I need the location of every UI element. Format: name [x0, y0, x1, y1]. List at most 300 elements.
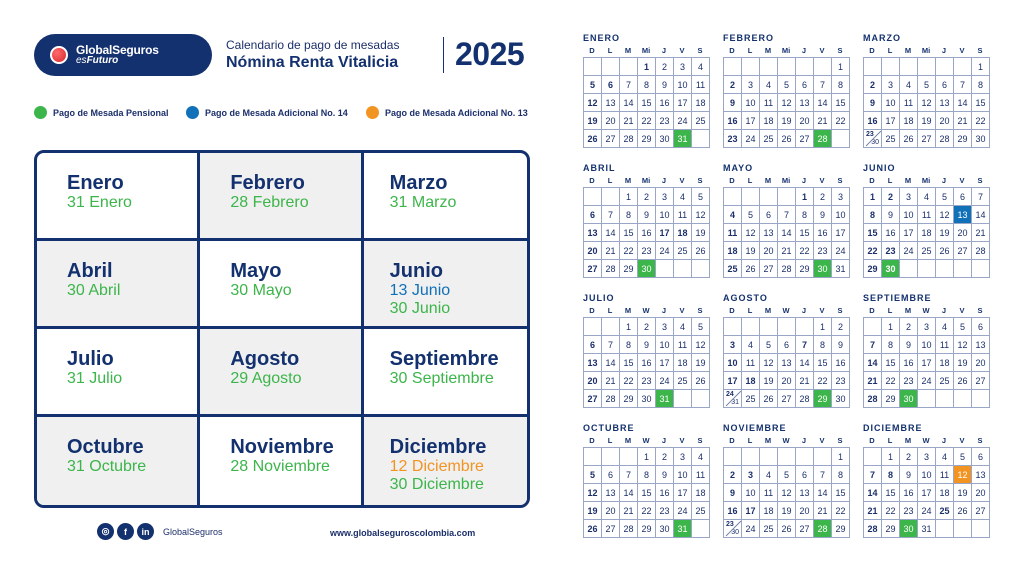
weekday-label: J [941, 46, 947, 55]
day-grid [863, 187, 990, 278]
calendar-day: 22 [832, 112, 850, 130]
month-cell-marzo [364, 153, 527, 241]
calendar-day: 30 [900, 390, 918, 408]
calendar-day: 7 [954, 76, 972, 94]
weekday-label: V [959, 46, 965, 55]
calendar-day: 4 [760, 466, 778, 484]
page-title: Nómina Renta Vitalicia [226, 54, 399, 71]
empty-day [796, 318, 814, 336]
legend-dot-icon [34, 106, 47, 119]
payment-date: 30 Mayo [230, 282, 292, 299]
calendar-day: 7 [814, 466, 832, 484]
calendar-day: 1 [620, 188, 638, 206]
calendar-day: 16 [724, 112, 742, 130]
legend-item-adicional-13 [366, 106, 528, 119]
weekday-label: M [624, 306, 632, 315]
mini-calendar-title: FEBRERO [723, 33, 775, 43]
weekday-label: M [764, 436, 772, 445]
weekday-label: J [941, 436, 947, 445]
calendar-day: 4 [760, 76, 778, 94]
calendar-day: 25 [760, 520, 778, 538]
calendar-day: 28 [620, 520, 638, 538]
social-handle: GlobalSeguros [163, 526, 223, 537]
calendar-day: 26 [692, 372, 710, 390]
calendar-day: 5 [692, 188, 710, 206]
calendar-day: 21 [814, 502, 832, 520]
weekday-label: J [941, 306, 947, 315]
weekday-label: M [764, 306, 772, 315]
calendar-day: 15 [882, 484, 900, 502]
mini-calendar-title: MAYO [723, 163, 754, 173]
calendar-day: 3 [882, 76, 900, 94]
calendar-day: 9 [656, 76, 674, 94]
calendar-day: 26 [742, 260, 760, 278]
empty-day [760, 318, 778, 336]
calendar-day: 30 [832, 390, 850, 408]
calendar-day: 1 [832, 58, 850, 76]
calendar-day: 20 [760, 242, 778, 260]
empty-day [760, 58, 778, 76]
empty-day [778, 58, 796, 76]
calendar-day: 9 [900, 336, 918, 354]
calendar-day: 26 [584, 130, 602, 148]
calendar-day: 2 [724, 76, 742, 94]
weekday-label: L [607, 176, 613, 185]
weekday-label: S [837, 46, 843, 55]
calendar-day: 18 [918, 224, 936, 242]
calendar-day: 5 [692, 318, 710, 336]
empty-day [954, 390, 972, 408]
calendar-day: 8 [638, 466, 656, 484]
empty-day [760, 188, 778, 206]
calendar-day: 15 [832, 94, 850, 112]
calendar-day: 24 [656, 242, 674, 260]
empty-day [602, 448, 620, 466]
legend-dot-icon [186, 106, 199, 119]
calendar-day: 14 [972, 206, 990, 224]
globe-icon [50, 46, 68, 64]
month-cell-junio [364, 241, 527, 329]
weekday-label: M [764, 176, 772, 185]
calendar-day: 7 [814, 76, 832, 94]
empty-day [692, 390, 710, 408]
calendar-day: 27 [602, 520, 620, 538]
calendar-day: 14 [864, 354, 882, 372]
logo-line2a: es [76, 55, 87, 66]
calendar-day: 8 [620, 336, 638, 354]
calendar-day: 3 [742, 466, 760, 484]
calendar-day: 27 [972, 372, 990, 390]
mini-calendar-enero [583, 32, 713, 148]
calendar-day: 27 [760, 260, 778, 278]
calendar-day: 16 [900, 484, 918, 502]
month-name: Marzo [389, 172, 448, 194]
calendar-day: 19 [584, 112, 602, 130]
empty-day [724, 448, 742, 466]
calendar-day: 13 [796, 484, 814, 502]
weekday-label: L [887, 306, 893, 315]
calendar-day: 25 [936, 372, 954, 390]
calendar-day: 22 [832, 502, 850, 520]
calendar-day: 22 [638, 112, 656, 130]
weekday-label: D [729, 436, 735, 445]
calendar-day: 20 [584, 242, 602, 260]
empty-day [724, 58, 742, 76]
empty-day [832, 130, 850, 148]
calendar-day: 28 [864, 520, 882, 538]
calendar-day: 8 [620, 206, 638, 224]
calendar-day: 10 [674, 76, 692, 94]
empty-day [814, 448, 832, 466]
calendar-day: 24 [742, 130, 760, 148]
calendar-day: 5 [760, 336, 778, 354]
calendar-day: 1 [638, 58, 656, 76]
calendar-day: 8 [814, 336, 832, 354]
calendar-day: 27 [972, 502, 990, 520]
calendar-day: 18 [936, 484, 954, 502]
calendar-day: 30 [638, 390, 656, 408]
calendar-day: 8 [864, 206, 882, 224]
calendar-day: 12 [778, 94, 796, 112]
mini-calendar-title: SEPTIEMBRE [863, 293, 932, 303]
calendar-day: 6 [760, 206, 778, 224]
weekday-label: V [819, 46, 825, 55]
calendar-day: 12 [584, 484, 602, 502]
weekday-label: W [782, 306, 790, 315]
calendar-day: 23 [638, 242, 656, 260]
calendar-day: 1 [796, 188, 814, 206]
calendar-day: 12 [742, 224, 760, 242]
payment-date: 30 Diciembre [389, 476, 484, 494]
calendar-day: 6 [584, 206, 602, 224]
calendar-day: 31 [656, 390, 674, 408]
calendar-day: 22 [864, 242, 882, 260]
legend-item-adicional-14 [186, 106, 348, 119]
mini-calendar-title: JUNIO [863, 163, 896, 173]
calendar-day: 2 [656, 58, 674, 76]
calendar-day: 3 [918, 448, 936, 466]
empty-day [900, 58, 918, 76]
mini-calendar-junio [863, 162, 993, 278]
weekday-label: M [624, 176, 632, 185]
calendar-day: 20 [972, 354, 990, 372]
mini-calendar-title: JULIO [583, 293, 615, 303]
empty-day [674, 390, 692, 408]
calendar-day: 7 [796, 336, 814, 354]
calendar-day: 21 [602, 242, 620, 260]
empty-day [954, 520, 972, 538]
calendar-day: 9 [864, 94, 882, 112]
calendar-day: 21 [620, 502, 638, 520]
calendar-day: 10 [742, 484, 760, 502]
weekday-label: W [642, 306, 650, 315]
calendar-day: 21 [602, 372, 620, 390]
empty-day [584, 448, 602, 466]
mini-calendar-agosto [723, 292, 853, 408]
calendar-day: 30 [814, 260, 832, 278]
legend-dot-icon [366, 106, 379, 119]
social-links [97, 523, 223, 540]
weekday-label: D [869, 176, 875, 185]
day-grid [723, 447, 850, 538]
calendar-day: 10 [742, 94, 760, 112]
month-name: Mayo [230, 260, 282, 282]
day-grid [723, 57, 850, 148]
calendar-day: 29 [620, 390, 638, 408]
calendar-day: 19 [584, 502, 602, 520]
calendar-day: 19 [692, 354, 710, 372]
month-name: Febrero [230, 172, 305, 194]
empty-day [814, 58, 832, 76]
calendar-day: 12 [936, 206, 954, 224]
weekday-label: V [819, 436, 825, 445]
weekday-label: W [922, 306, 930, 315]
calendar-day: 5 [954, 318, 972, 336]
empty-day [760, 448, 778, 466]
empty-day [864, 448, 882, 466]
calendar-day: 2 [724, 466, 742, 484]
calendar-day: 22 [814, 372, 832, 390]
calendar-day: 21 [778, 242, 796, 260]
calendar-day: 16 [638, 224, 656, 242]
weekday-header [723, 435, 853, 447]
calendar-day: 18 [900, 112, 918, 130]
calendar-day: 26 [584, 520, 602, 538]
empty-day [584, 318, 602, 336]
calendar-day: 20 [954, 224, 972, 242]
weekday-label: L [607, 436, 613, 445]
calendar-day: 28 [602, 260, 620, 278]
calendar-day: 4 [724, 206, 742, 224]
calendar-day: 15 [882, 354, 900, 372]
calendar-day: 27 [584, 260, 602, 278]
empty-day [864, 318, 882, 336]
empty-day [724, 188, 742, 206]
calendar-day: 14 [602, 224, 620, 242]
payment-date: 31 Octubre [67, 458, 147, 475]
calendar-day: 3 [900, 188, 918, 206]
calendar-day: 9 [724, 94, 742, 112]
calendar-day: 1 [832, 448, 850, 466]
weekday-label: S [697, 46, 703, 55]
calendar-day: 15 [972, 94, 990, 112]
calendar-day: 25 [882, 130, 900, 148]
payment-date: 31 Julio [67, 370, 123, 387]
payment-date: 29 Agosto [230, 370, 302, 387]
linkedin-icon[interactable]: in [137, 523, 154, 540]
calendar-day: 14 [954, 94, 972, 112]
instagram-icon[interactable]: ◎ [97, 523, 114, 540]
weekday-label: V [679, 306, 685, 315]
empty-day [656, 260, 674, 278]
empty-day [972, 390, 990, 408]
calendar-day: 9 [882, 206, 900, 224]
weekday-label: D [869, 306, 875, 315]
mini-calendar-noviembre [723, 422, 853, 538]
calendar-day: 16 [864, 112, 882, 130]
mini-calendar-title: NOVIEMBRE [723, 423, 787, 433]
weekday-label: M [624, 436, 632, 445]
calendar-day: 22 [620, 372, 638, 390]
mini-calendar-febrero [723, 32, 853, 148]
calendar-day: 17 [674, 94, 692, 112]
month-cell-agosto [200, 329, 363, 417]
weekday-label: L [747, 306, 753, 315]
weekday-label: J [801, 176, 807, 185]
weekday-label: S [697, 306, 703, 315]
calendar-day: 28 [814, 130, 832, 148]
calendar-day: 26 [692, 242, 710, 260]
calendar-day: 23 [638, 372, 656, 390]
legend-label: Pago de Mesada Pensional [53, 107, 169, 118]
calendar-day: 9 [900, 466, 918, 484]
website-link[interactable]: www.globalseguroscolombia.com [330, 528, 476, 538]
month-name: Julio [67, 348, 114, 370]
calendar-day: 29 [882, 520, 900, 538]
payment-date: 28 Febrero [230, 194, 309, 211]
calendar-day: 19 [742, 242, 760, 260]
split-day: 24 31 [724, 390, 742, 408]
calendar-day: 17 [900, 224, 918, 242]
calendar-day: 8 [832, 466, 850, 484]
empty-day [602, 58, 620, 76]
calendar-day: 21 [972, 224, 990, 242]
calendar-day: 5 [584, 466, 602, 484]
calendar-day: 21 [864, 502, 882, 520]
weekday-label: S [977, 176, 983, 185]
mini-calendar-title: MARZO [863, 33, 901, 43]
calendar-day: 11 [918, 206, 936, 224]
calendar-day: 20 [778, 372, 796, 390]
day-grid [583, 187, 710, 278]
calendar-day: 9 [656, 466, 674, 484]
calendar-day: 6 [796, 466, 814, 484]
month-cell-noviembre [200, 417, 363, 505]
calendar-day: 12 [954, 336, 972, 354]
calendar-day: 23 [656, 502, 674, 520]
calendar-day: 23 [814, 242, 832, 260]
calendar-day: 14 [814, 94, 832, 112]
weekday-label: M [904, 46, 912, 55]
weekday-label: J [661, 46, 667, 55]
calendar-day: 8 [972, 76, 990, 94]
calendar-day: 25 [692, 112, 710, 130]
calendar-day: 12 [954, 466, 972, 484]
calendar-day: 17 [832, 224, 850, 242]
calendar-day: 25 [760, 130, 778, 148]
calendar-day: 16 [900, 354, 918, 372]
weekday-label: L [747, 46, 753, 55]
calendar-day: 2 [900, 318, 918, 336]
calendar-day: 24 [656, 372, 674, 390]
calendar-day: 2 [814, 188, 832, 206]
calendar-day: 18 [692, 94, 710, 112]
weekday-label: D [589, 306, 595, 315]
calendar-day: 3 [918, 318, 936, 336]
calendar-day: 28 [936, 130, 954, 148]
weekday-label: D [729, 306, 735, 315]
calendar-day: 5 [778, 76, 796, 94]
calendar-day: 17 [882, 112, 900, 130]
weekday-header [863, 305, 993, 317]
calendar-day: 16 [724, 502, 742, 520]
calendar-day: 26 [778, 130, 796, 148]
weekday-header [583, 435, 713, 447]
calendar-day: 2 [638, 188, 656, 206]
weekday-header [863, 435, 993, 447]
calendar-day: 11 [760, 484, 778, 502]
calendar-day: 9 [638, 336, 656, 354]
weekday-label: D [589, 436, 595, 445]
calendar-day: 17 [918, 484, 936, 502]
weekday-label: M [624, 46, 632, 55]
calendar-day: 25 [674, 242, 692, 260]
calendar-day: 7 [620, 76, 638, 94]
calendar-day: 28 [972, 242, 990, 260]
calendar-day: 17 [656, 224, 674, 242]
calendar-day: 25 [724, 260, 742, 278]
calendar-day: 16 [832, 354, 850, 372]
empty-day [796, 448, 814, 466]
calendar-day: 28 [602, 390, 620, 408]
facebook-icon[interactable]: f [117, 523, 134, 540]
calendar-day: 3 [724, 336, 742, 354]
calendar-day: 4 [918, 188, 936, 206]
calendar-day: 15 [814, 354, 832, 372]
weekday-label: Mi [921, 176, 931, 185]
calendar-day: 16 [656, 94, 674, 112]
calendar-day: 9 [724, 484, 742, 502]
calendar-day: 24 [900, 242, 918, 260]
calendar-day: 23 [656, 112, 674, 130]
calendar-day: 26 [936, 242, 954, 260]
calendar-day: 15 [638, 94, 656, 112]
calendar-day: 29 [814, 390, 832, 408]
calendar-day: 14 [620, 94, 638, 112]
month-cell-julio [37, 329, 200, 417]
calendar-day: 20 [936, 112, 954, 130]
empty-day [864, 58, 882, 76]
mini-calendar-title: OCTUBRE [583, 423, 635, 433]
weekday-label: D [729, 46, 735, 55]
weekday-header [583, 305, 713, 317]
calendar-day: 13 [760, 224, 778, 242]
calendar-day: 19 [936, 224, 954, 242]
month-cell-abril [37, 241, 200, 329]
calendar-day: 2 [638, 318, 656, 336]
weekday-label: J [801, 436, 807, 445]
calendar-day: 15 [796, 224, 814, 242]
empty-day [692, 260, 710, 278]
calendar-day: 19 [954, 354, 972, 372]
payment-date: 12 Diciembre [389, 458, 484, 475]
weekday-label: S [697, 176, 703, 185]
empty-day [584, 58, 602, 76]
weekday-label: W [782, 436, 790, 445]
weekday-label: S [977, 46, 983, 55]
calendar-day: 4 [692, 58, 710, 76]
month-name: Abril [67, 260, 113, 282]
calendar-day: 3 [656, 188, 674, 206]
calendar-day: 29 [796, 260, 814, 278]
weekday-label: L [747, 176, 753, 185]
calendar-day: 14 [778, 224, 796, 242]
weekday-label: S [837, 436, 843, 445]
calendar-day: 20 [602, 502, 620, 520]
calendar-day: 27 [796, 520, 814, 538]
weekday-label: V [959, 436, 965, 445]
calendar-day: 11 [760, 94, 778, 112]
